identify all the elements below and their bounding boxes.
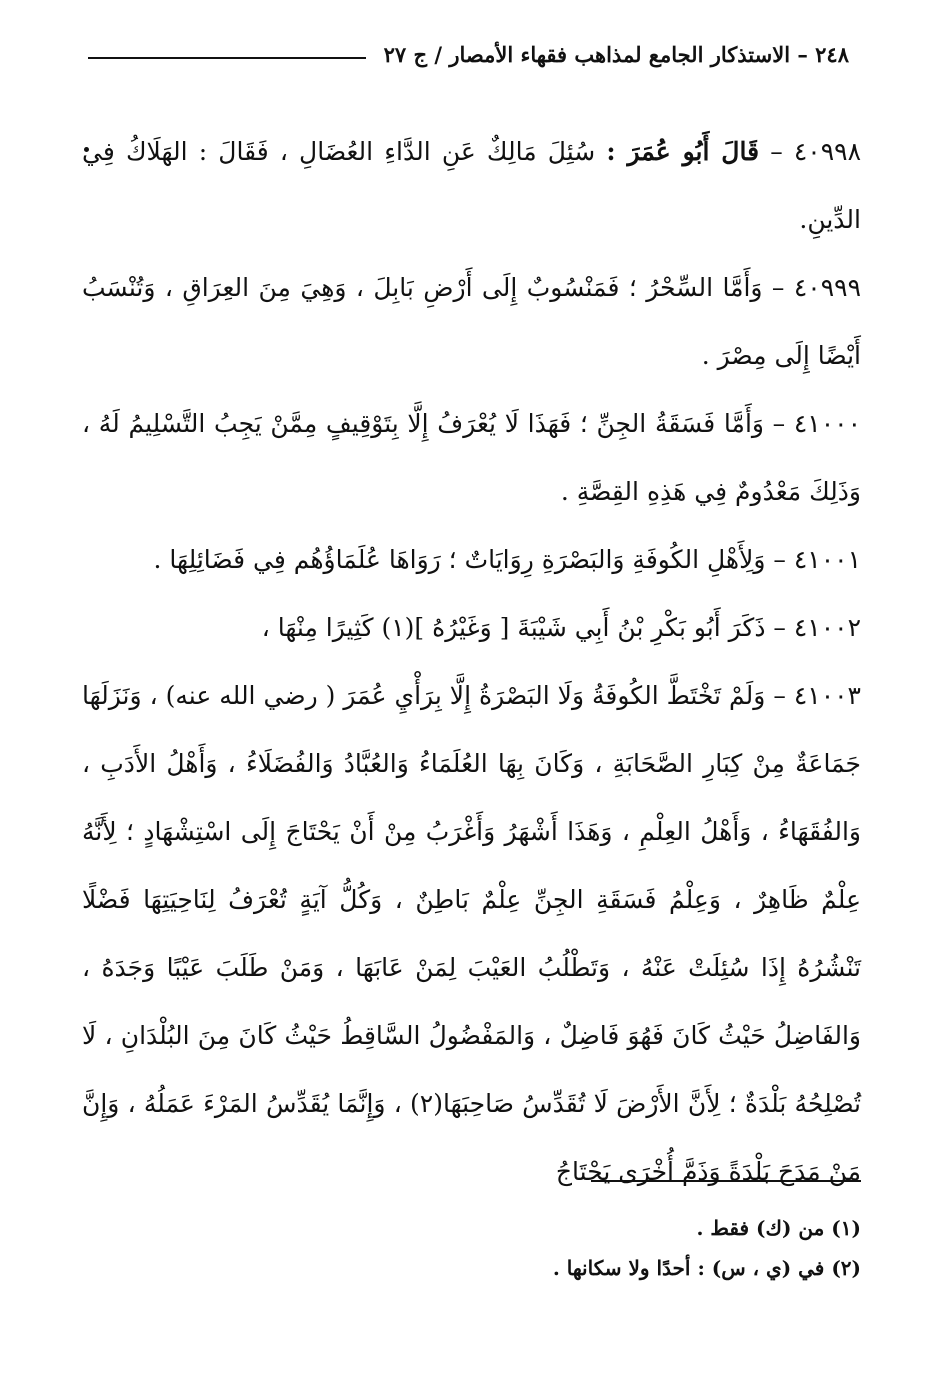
- footnote-1: (١) من (ك) فقط .: [696, 1216, 861, 1240]
- header-rule: [88, 57, 366, 59]
- running-title: ٢٤٨ – الاستذكار الجامع لمذاهب فقهاء الأمصار / ج ٢٧: [383, 41, 849, 67]
- footnote-rule: [591, 1180, 861, 1182]
- paragraph-text: ذَكَرَ أَبُو بَكْرِ بْنُ أَبِي شَيْبَةَ [ وَغَيْرُهُ ](١) كَثِيرًا مِنْهَا ،: [261, 613, 766, 642]
- paragraph-number: ٤١٠٠٣: [793, 681, 861, 710]
- paragraph-41002: ٤١٠٠٢ – ذَكَرَ أَبُو بَكْرِ بْنُ أَبِي شَيْبَةَ [ وَغَيْرُهُ ](١) كَثِيرًا مِنْهَا ،: [261, 613, 861, 642]
- paragraph-text: وَلِأَهْلِ الكُوفَةِ وَالبَصْرَةِ رِوَايَاتٌ ؛ رَوَاهَا عُلَمَاؤُهُم فِي فَضَائِلِهَا .: [153, 545, 766, 574]
- footnote-2: (٢) في (ي ، س) : أحدًا ولا سكانها .: [552, 1256, 861, 1280]
- paragraph-number: ٤١٠٠٢: [793, 613, 861, 642]
- paragraph-number: ٤٠٩٩٨: [793, 137, 861, 166]
- paragraph-text: سُئِلَ مَالِكٌ عَنِ الدَّاءِ العُضَالِ ، فَقَالَ : الهَلَاكُ فِي الدِّينِ.: [82, 137, 861, 234]
- running-head: [88, 34, 849, 74]
- paragraph-text: وَأَمَّا فَسَقَةُ الجِنِّ ؛ فَهَذَا لَا يُعْرَفُ إِلَّا بِتَوْقِيفٍ مِمَّنْ يَجِبُ التَّسْلِيمُ لَهُ ، وَذَلِكَ مَعْدُومٌ فِي هَذِهِ القِصَّةِ .: [82, 409, 861, 506]
- paragraph-40999: ٤٠٩٩٩ – وَأَمَّا السِّحْرُ ؛ فَمَنْسُوبٌ إِلَى أَرْضِ بَابِلَ ، وَهِيَ مِنَ العِرَاقِ ، وَتُنْسَبُ أَيْضًا إِلَى مِصْرَ .: [82, 273, 862, 370]
- paragraph-number: ٤٠٩٩٩: [793, 273, 862, 302]
- paragraph-text: وَلَمْ تَخْتَطَّ الكُوفَةُ وَلَا البَصْرَةُ إِلَّا بِرَأْيِ عُمَرَ ( رضي الله عنه) ، وَنَزَلَهَا جَمَاعَةٌ مِنْ كِبَارِ الصَّحَابَةِ ، وَكَانَ بِهَا العُلَمَاءُ وَالعُبَّادُ وَالفُضَلَاءُ ، وَأَهْلُ الأَدَبِ ، وَالفُقَهَاءُ ، وَأَهْلُ العِلْمِ ، وَهَذَا أَشْهَرُ وَأَغْرَبُ مِنْ أَنْ يَحْتَاجَ إِلَى اسْتِشْهَادٍ ؛ لِأَنَّهُ عِلْمٌ ظَاهِرٌ ، وَعِلْمُ فَسَقَةِ الجِنِّ عِلْمٌ بَاطِنٌ ، وَكُلُّ آيَةٍ تُعْرَفُ لِنَاحِيَتِهَا فَضْلًا تَنْشُرُهُ إِذَا سُئِلَتْ عَنْهُ ، وَتَطْلُبُ العَيْبَ لِمَنْ عَابَهَا ، وَمَنْ طَلَبَ عَيْبًا وَجَدَهُ ، وَالفَاضِلُ حَيْثُ كَانَ فَهُوَ فَاضِلٌ ، وَالمَفْضُولُ السَّاقِطُ حَيْثُ كَانَ مِنَ البُلْدَانِ ، لَا تُصْلِحُهُ بَلْدَةٌ ؛ لِأَنَّ الأَرْضَ لَا تُقَدِّسُ صَاحِبَهَا(٢) ، وَإِنَّمَا يُقَدِّسُ المَرْءَ عَمَلُهُ ، وَإِنَّ مَنْ مَدَحَ بَلْدَةً وَذَمَّ أُخْرَى يَحْتَاجُ: [82, 681, 861, 1186]
- paragraph-41003: ٤١٠٠٣ – وَلَمْ تَخْتَطَّ الكُوفَةُ وَلَا البَصْرَةُ إِلَّا بِرَأْيِ عُمَرَ ( رضي الله عنه) ، وَنَزَلَهَا جَمَاعَةٌ مِنْ كِبَارِ الصَّحَابَةِ ، وَكَانَ بِهَا العُلَمَاءُ وَالعُبَّادُ وَالفُضَلَاءُ ، وَأَهْلُ الأَدَبِ ، وَالفُقَهَاءُ ، وَأَهْلُ العِلْمِ ، وَهَذَا أَشْهَرُ وَأَغْرَبُ مِنْ أَنْ يَحْتَاجَ إِلَى اسْتِشْهَادٍ ؛ لِأَنَّهُ عِلْمٌ ظَاهِرٌ ، وَعِلْمُ فَسَقَةِ الجِنِّ عِلْمٌ بَاطِنٌ ، وَكُلُّ آيَةٍ تُعْرَفُ لِنَاحِيَتِهَا فَضْلًا تَنْشُرُهُ إِذَا سُئِلَتْ عَنْهُ ، وَتَطْلُبُ العَيْبَ لِمَنْ عَابَهَا ، وَمَنْ طَلَبَ عَيْبًا وَجَدَهُ ، وَالفَاضِلُ حَيْثُ كَانَ فَهُوَ فَاضِلٌ ، وَالمَفْضُولُ السَّاقِطُ حَيْثُ كَانَ مِنَ البُلْدَانِ ، لَا تُصْلِحُهُ بَلْدَةٌ ؛ لِأَنَّ الأَرْضَ لَا تُقَدِّسُ صَاحِبَهَا(٢) ، وَإِنَّمَا يُقَدِّسُ المَرْءَ عَمَلُهُ ، وَإِنَّ مَنْ مَدَحَ بَلْدَةً وَذَمَّ أُخْرَى يَحْتَاجُ: [82, 681, 861, 1186]
- paragraph-41000: ٤١٠٠٠ – وَأَمَّا فَسَقَةُ الجِنِّ ؛ فَهَذَا لَا يُعْرَفُ إِلَّا بِتَوْقِيفٍ مِمَّنْ يَجِبُ التَّسْلِيمُ لَهُ ، وَذَلِكَ مَعْدُومٌ فِي هَذِهِ القِصَّةِ .: [82, 409, 862, 506]
- paragraph-40998: ٤٠٩٩٨ – قَالَ أَبُو عُمَرَ : سُئِلَ مَالِكٌ عَنِ الدَّاءِ العُضَالِ ، فَقَالَ : الهَلَاكُ فِي الدِّينِ.: [82, 137, 861, 234]
- paragraph-number: ٤١٠٠١: [793, 545, 861, 574]
- paragraph-text: وَأَمَّا السِّحْرُ ؛ فَمَنْسُوبٌ إِلَى أَرْضِ بَابِلَ ، وَهِيَ مِنَ العِرَاقِ ، وَتُنْسَبُ أَيْضًا إِلَى مِصْرَ .: [82, 273, 861, 370]
- paragraph-number: ٤١٠٠٠: [793, 409, 862, 438]
- paragraph-41001: ٤١٠٠١ – وَلِأَهْلِ الكُوفَةِ وَالبَصْرَةِ رِوَايَاتٌ ؛ رَوَاهَا عُلَمَاؤُهُم فِي فَضَائِلِهَا .: [153, 545, 861, 574]
- main-text: [82, 118, 861, 1206]
- paragraph-lead: قَالَ أَبُو عُمَرَ :: [606, 137, 760, 166]
- footnotes: [82, 1208, 861, 1288]
